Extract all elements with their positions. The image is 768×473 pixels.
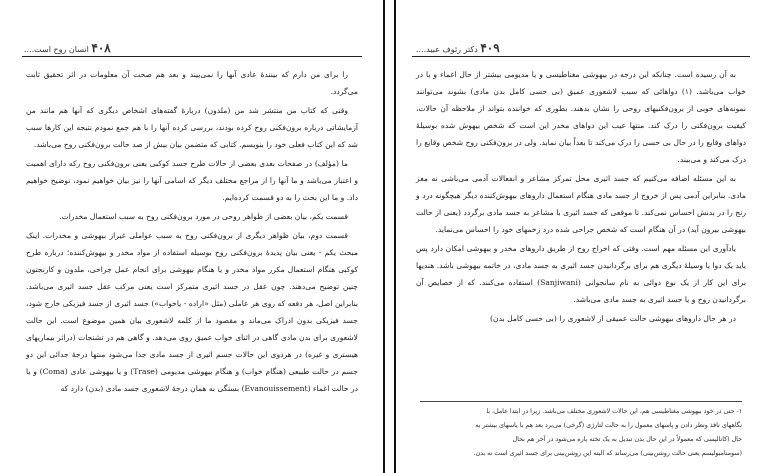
page-number: ۴۰۸ [91,41,111,55]
page-body [416,66,746,329]
paragraph: به این مسئله اضافه می‌کنیم که جسد اثیری محل تمرکز مشاعر و انفعالات آدمی می‌باشی نه مغز مادی. بنابراین آدمی پس از خروج از جسد مادی هنگام استعمال داروهای بیهوش‌کننده دیگر هیچگونه درد و رنج را در بدنش احساس نمی‌کند. تا موقعی که جسد اثیری با مشاعر به جسد مادی برگردد (یعنی از حالت بیهوشی بیرون آید) در آن هنگام است که شخص جراحی شده درد زخمهای خود را احساس می‌نماید. [416,174,746,234]
footnote-line: نگاههای نافذ ونظر دادن و پاسهای معمول را به حالت لتارژی (گرخی) می‌برد بعد هم با پاسهای بیشتر به [475,422,742,429]
page-body [26,66,358,399]
footnote-line: (سومنامبولیسم یعنی حالت روشن‌بینی) می‌رساند که البته این روشن‌بینی برای جسد اثیری است نه بدن. [473,450,742,457]
running-head: انسان روح است.... [24,45,89,54]
paragraph: ما (مؤلف) در صفحات بعدی بعضی از حالات طرح جسد کوکبی یعنی برون‌فکنی روح رکه دارای اهمیت و اعتبار می‌باشد و ما آنها را از مراجع مختلف دیگر که اسامی آنها را نیز بیان خواهیم نمود، توضیح خواهیم داد. و ما این بحث را به دو قسمت کرده‌ایم. [26,159,358,202]
paragraph: یادآوری این مسئله مهم است. وقتی که اخراج روح از طریق داروهای مخدر و بیهوشی امکان دارد پس باید یک دوا یا وسیلهٔ دیگری هم برای برگردانیدن جسد اثیری به جسد مادی، در خاتمه بیهوشی باشد. هندیها برای این کار از یک نوع دوائی به نام سانجوانی (Sanjiwani) استفاده می‌کنند. که از خصایص آن برگردانیدن روح و یا جسد اثیری به جسد مادی می‌باشد. [416,244,746,304]
footnote-divider [420,401,742,402]
paragraph: وقتی که کتاب من منتشر شد من (ملدون) دربارهٔ گفته‌های اشخاص دیگری که آنها هم مانند من آزمایشاتی درباره برون‌فکنی روح کرده بودند، بررسی کرده آنها را با هم جمع نمودم نتیجه این کارها سبب شد که این کتاب فعلی خود را بنویسم. کتابی که متضمن بیان بیش از صد حالت برون‌فکنی روح می‌باشد. [26,106,358,149]
paragraph: به آن رسیده است. چنانکه این درجه در بیهوشی مغناطیسی و یا مدیومی بیشتر از حال اغماء و یا در خواب می‌باشد. (۱) دواهائی که سبب لاشعوری عمیق (بی حسی کامل بدن مادی) بشوند می‌توانند نمونه‌های خوبی از برون‌فکنیهای روحی را نشان بدهند. بطوری که خواننده بتواند از ملاحظه آن حالات، کیفیت برون‌فکنی را درک کند. منتها عیب این دواهای مخدر این است که شخص بیهوش شده بوسیلهٔ دواهای وقایع را در حال بی حسی را درک می‌کند تا بعداً بیان نماید. ولی در برون‌فکنی روح شخص وقایع را درک می‌کند و می‌بیند. [416,70,746,164]
right-page [412,0,750,473]
left-page [22,0,362,473]
footnote-line: حال (کاتالپسی که معمولاً در این حال بدن تبدیل به یک تخته پاره می‌شود در آخر هم بحال [512,436,742,443]
paragraph: را برای من دارم که بینندهٔ عادی آنها را نمی‌بیند و بعد هم صحت آن معلومات در اثر تحقیق ثابت می‌گردد. [26,70,358,96]
page-edge-left [383,0,385,473]
page-edge-right [394,0,396,473]
paragraph: در هر حال داروهای بیهوشی حالت عمیقی از لاشعوری را (بی حسی کامل بدن) [490,314,736,323]
page-number: ۴۰۹ [480,41,500,55]
page-header [22,40,362,57]
paragraph: قسمت یکم، بیان بعضی از ظواهر روحی در مورد برون‌فکنی روح به سبب استعمال مخدرات. [59,212,348,221]
running-head: دکتر رئوف عبید.... [416,45,478,54]
page-header [412,40,750,57]
paragraph: قسمت دوم، بیان ظواهر دیگری از برون‌فکنی روح به سبب عواملی غیراز بیهوشی و مخدرات. اینک مبحث یکم - یعنی بیان پدیدهٔ برون‌فکنی روح بوسیله استفاده از مواد مخدر و بیهوش‌کننده؛ درباره طرح کوکبی هنگام استعمال مکرر مواد مخدر و یا هنگام بیهوشی برای انجام عمل جراحی، ملدون و کارنجتون چنین توضیح می‌دهند. چون عقل در جسد اثیری متمرکز است یعنی مرکب عقل جسد اثیری می‌باشد. بنابراین اصل، هر دفعه که روی هر عاملی (مثل «اراده - یاخواب») جسد اثیری از جسد فیزیکی خارج شود، جسد فیزیکی بدون ادراک می‌ماند و مقصود ما از کلمه لاشعوری بیان همین موضوع است. این حالت لاشعوری برای بدن مادی گاهی در اثنای خواب عمیق روی می‌دهد. و گاهی هم در تشنجات (دراثر بیماریهای هیستری و غیره) در هردوی این حالات جسم اثیری از جسد مادی جدا می‌شود منتها درجهٔ جدائی این دو جسم در حالت طبیعی (هنگام خواب) و هنگام بیهوشی مدیومی (Trase) و یا بیهوشی عادی (Coma) و یا در حالت اغماء (Evanouissement) بستگی به همان درجهٔ لاشعوری جسد مادی (بدن) دارد که [26,231,358,393]
footnote [420,405,742,461]
footnote-line: ۱- حتی در خود بیهوشی مغناطیسی هم، این حالات لاشعوری مختلف می‌باشد. زیرا در ابتدا عامل، با [486,408,742,415]
